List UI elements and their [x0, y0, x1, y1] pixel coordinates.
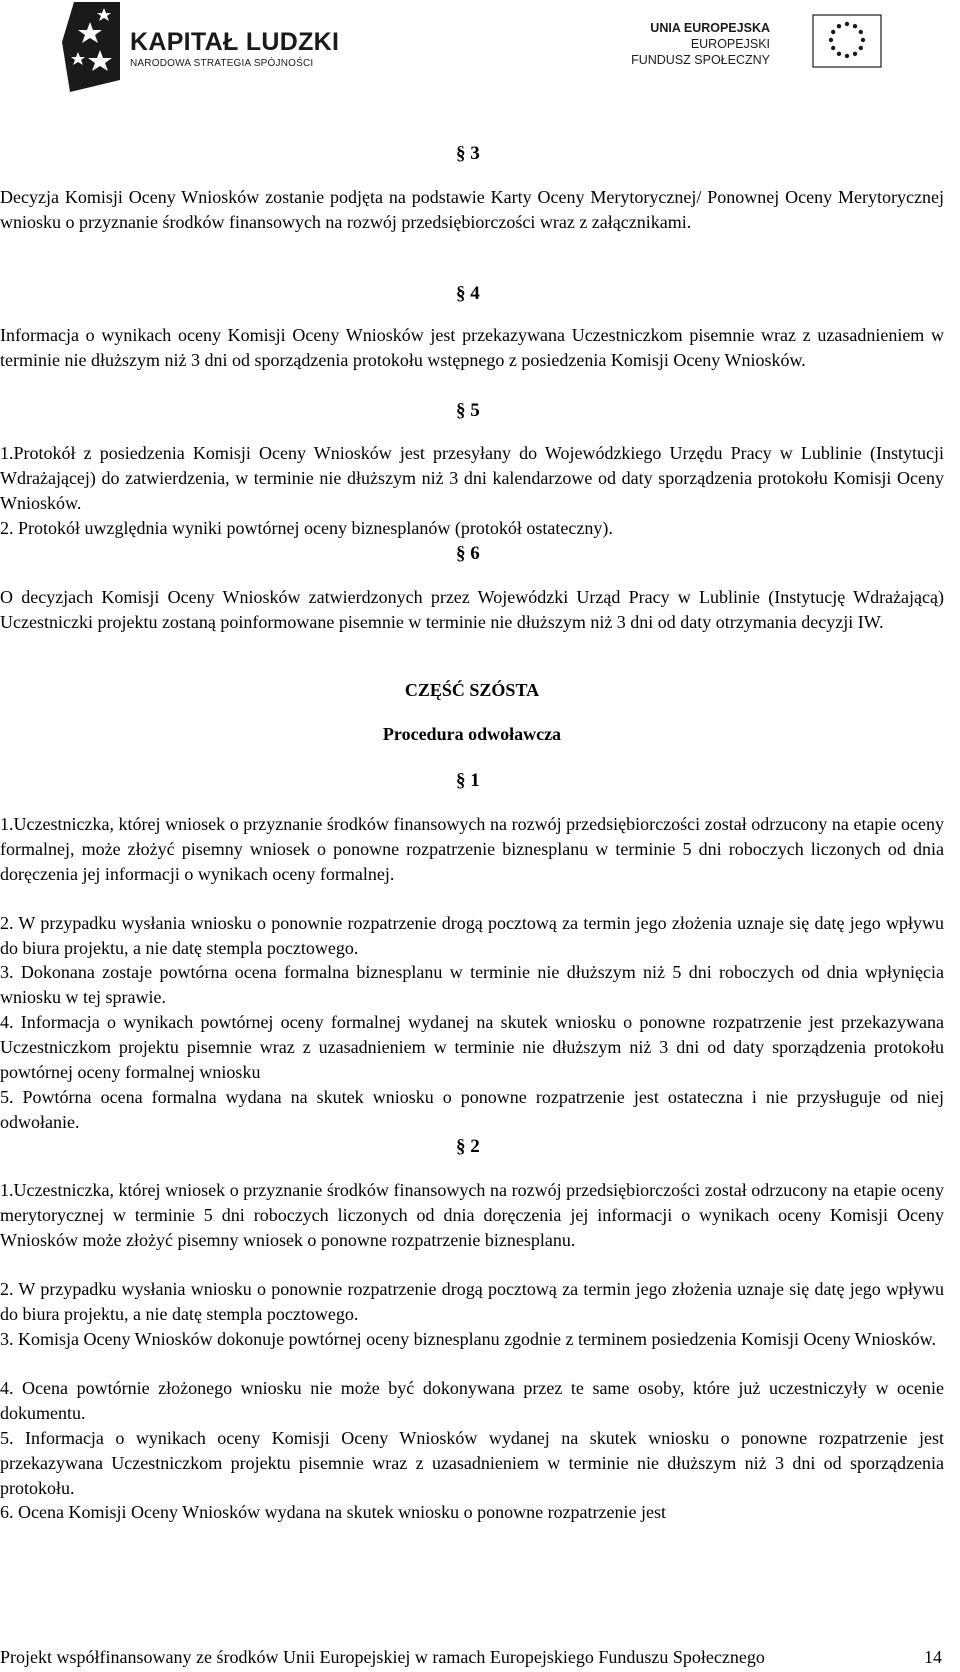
- paragraph-s1-item2: 2. W przypadku wysłania wniosku o ponownie rozpatrzenie drogą pocztową za termin jego złożenia uznaje się datę jego wpływu do biura projektu, a nie datę stempla pocztowego.: [0, 913, 944, 958]
- paragraph-sec5-item2: 2. Protokół uwzględnia wyniki powtórnej oceny biznesplanów (protokół ostateczny).: [0, 518, 613, 538]
- section-2-heading: § 2: [456, 1136, 480, 1157]
- section-6-heading: § 6: [456, 543, 480, 564]
- paragraph-sec6: O decyzjach Komisji Oceny Wniosków zatwierdzonych przez Wojewódzki Urząd Pracy w Lublinie (Instytucję Wdrażającą) Uczestniczki projektu zostaną poinformowane pisemnie w terminie nie dłuższym niż 3 dni od daty otrzymania decyzji IW.: [0, 587, 944, 632]
- section-5-heading: § 5: [456, 400, 480, 421]
- paragraph-s2-item4: 4. Ocena powtórnie złożonego wniosku nie może być dokonywana przez te same osoby, które już uczestniczyły w ocenie dokumentu.: [0, 1378, 944, 1423]
- paragraph-s2-item5: 5. Informacja o wynikach oceny Komisji Oceny Wniosków wydanej na skutek wniosku o ponowne rozpatrzenie jest przekazywana Uczestniczkom projektu pisemnie wraz z uzasadnieniem w terminie nie dłuższym niż 3 dni od sporządzenia protokołu.: [0, 1428, 944, 1498]
- eu-logo-line1: UNIA EUROPEJSKA: [650, 21, 770, 35]
- section-4-heading: § 4: [456, 283, 480, 304]
- paragraph-s1-item4: 4. Informacja o wynikach powtórnej oceny formalnej wydanej na skutek wniosku o ponowne rozpatrzenie jest przekazywana Uczestniczkom projektu pisemnie wraz z uzasadnieniem w terminie nie dłuższym niż 3 dni od daty sporządzenia protokołu powtórnej oceny formalnej wniosku: [0, 1012, 944, 1082]
- paragraph-sec4: Informacja o wynikach oceny Komisji Oceny Wniosków jest przekazywana Uczestniczkom pisemnie wraz z uzasadnieniem w terminie nie dłuższym niż 3 dni od sporządzenia protokołu wstępnego z posiedzenia Komisji Oceny Wniosków.: [0, 325, 944, 370]
- part-title: CZĘŚĆ SZÓSTA: [404, 680, 540, 700]
- paragraph-s2-item2: 2. W przypadku wysłania wniosku o ponownie rozpatrzenie drogą pocztową za termin jego złożenia uznaje się datę jego wpływu do biura projektu, a nie datę stempla pocztowego.: [0, 1279, 944, 1324]
- kapital-ludzki-subtitle: NARODOWA STRATEGIA SPÓJNOŚCI: [130, 58, 314, 69]
- paragraph-s1-item5: 5. Powtórna ocena formalna wydana na skutek wniosku o ponowne rozpatrzenie jest ostateczna i nie przysługuje od niej odwołanie.: [0, 1087, 944, 1132]
- kapital-ludzki-logo: [62, 2, 422, 92]
- page-footer: [0, 1645, 944, 1671]
- paragraph-s1-item3: 3. Dokonana zostaje powtórna ocena formalna biznesplanu w terminie nie dłuższym niż 5 dni roboczych od dnia wpłynięcia wniosku w tej sprawie.: [0, 962, 944, 1007]
- kapital-ludzki-emblem-icon: [62, 2, 120, 92]
- paragraph-sec3: Decyzja Komisji Oceny Wniosków zostanie podjęta na podstawie Karty Oceny Merytorycznej/ Ponownej Oceny Merytorycznej wniosku o przyznanie środków finansowych na rozwój przedsiębiorczości wraz z załącznikami.: [0, 187, 944, 232]
- footer-text: Projekt współfinansowany ze środków Unii Europejskiej w ramach Europejskiego Funduszu Społecznego: [0, 1647, 765, 1667]
- paragraph-s2-item6: 6. Ocena Komisji Oceny Wniosków wydana na skutek wniosku o ponowne rozpatrzenie jest: [0, 1502, 667, 1522]
- paragraph-s2-item3: 3. Komisja Oceny Wniosków dokonuje powtórnej oceny biznesplanu zgodnie z terminem posiedzenia Komisji Oceny Wniosków.: [0, 1329, 936, 1349]
- page-number: 14: [924, 1647, 942, 1667]
- section-3-heading: § 3: [456, 143, 480, 164]
- paragraph-s2-item1: 1.Uczestniczka, której wniosek o przyznanie środków finansowych na rozwój przedsiębiorczości został odrzucony na etapie oceny merytorycznej w terminie 5 dni roboczych liczonych od dnia doręczenia jej informacji o wynikach oceny Komisji Oceny Wniosków może złożyć pisemny wniosek o ponowne rozpatrzenie biznesplanu.: [0, 1180, 944, 1250]
- eu-logo-line3: FUNDUSZ SPOŁECZNY: [631, 53, 770, 67]
- eu-flag-icon: [812, 14, 882, 68]
- section-1-heading: § 1: [456, 770, 480, 791]
- kapital-ludzki-title: KAPITAŁ LUDZKI: [130, 28, 340, 56]
- eu-logo-line2: EUROPEJSKI: [690, 37, 770, 51]
- paragraph-sec5-item1: 1.Protokół z posiedzenia Komisji Oceny Wniosków jest przesyłany do Wojewódzkiego Urzędu Pracy w Lublinie (Instytucji Wdrażającej) do zatwierdzenia, w terminie nie dłuższym niż 3 dni kalendarzowe od daty sporządzenia protokołu Komisji Oceny Wniosków.: [0, 443, 944, 513]
- eu-logo-text: [631, 20, 770, 68]
- paragraph-s1-item1: 1.Uczestniczka, której wniosek o przyznanie środków finansowych na rozwój przedsiębiorczości został odrzucony na etapie oceny formalnej, może złożyć pisemny wniosek o ponowne rozpatrzenie biznesplanu w terminie 5 dni roboczych liczonych od dnia doręczenia jej informacji o wynikach oceny formalnej.: [0, 814, 944, 884]
- page-header: [0, 0, 960, 100]
- part-subtitle: Procedura odwoławcza: [382, 724, 562, 744]
